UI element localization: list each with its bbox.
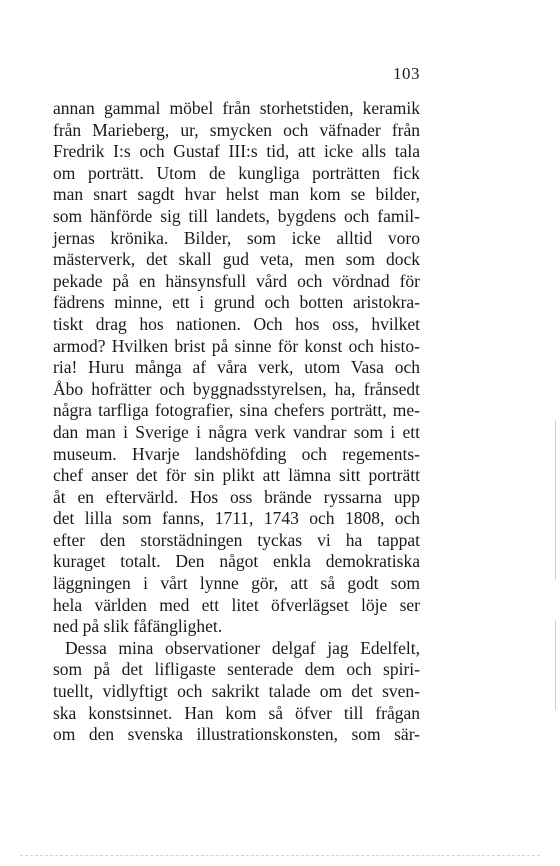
text-line: efter den storstädningen tyckas vi ha tappat — [53, 529, 420, 550]
text-line: som på det lifligaste senterade dem och spiri- — [53, 659, 420, 680]
text-line: kuraget totalt. Den något enkla demokratiska — [53, 551, 420, 572]
text-line: åt en eftervärld. Hos oss brände ryssarna upp — [53, 486, 420, 507]
text-line: om den svenska illustrationskonsten, som sär- — [53, 724, 420, 745]
text-line: läggningen i vårt lynne gör, att så godt som — [53, 573, 420, 594]
text-line: som hänförde sig till landets, bygdens och famil- — [53, 205, 420, 226]
text-line: om porträtt. Utom de kungliga porträtten fick — [53, 162, 420, 183]
text-line: fädrens minne, ett i grund och botten aristokra- — [53, 292, 420, 313]
text-line: några tarfliga fotografier, sina chefers porträtt, me- — [53, 400, 420, 421]
text-line: mästerverk, det skall gud veta, men som dock — [53, 249, 420, 270]
text-line: pekade på en hänsynsfull vård och vördnad för — [53, 270, 420, 291]
text-line: annan gammal möbel från storhetstiden, keramik — [53, 98, 420, 118]
body-text — [53, 98, 420, 746]
text-line: det lilla som fanns, 1711, 1743 och 1808, och — [53, 508, 420, 529]
text-line: museum. Hvarje landshöfding och regements- — [53, 443, 420, 464]
text-line: ria! Huru många af våra verk, utom Vasa och — [53, 357, 420, 378]
text-line: jernas krönika. Bilder, som icke alltid voro — [53, 227, 420, 248]
text-line: armod? Hvilken brist på sinne för konst och histo- — [53, 335, 420, 356]
text-line: ska konstsinnet. Han kom så öfver till frågan — [53, 702, 420, 723]
scan-edge-mark — [555, 620, 556, 710]
text-line: tuellt, vidlyftigt och sakrikt talade om det sven- — [53, 681, 420, 702]
text-line: dan man i Sverige i några verk vandrar som i ett — [53, 421, 420, 442]
scan-bottom-noise — [20, 855, 540, 857]
text-line: man snart sagdt hvar helst man kom se bilder, — [53, 184, 420, 205]
text-line: Åbo hofrätter och byggnadsstyrelsen, ha, frånsedt — [53, 378, 420, 399]
scan-edge-mark — [555, 420, 556, 580]
text-line: Fredrik I:s och Gustaf III:s tid, att icke alls tala — [53, 141, 420, 162]
paragraph-end-line: ned på slik fåfänglighet. — [53, 616, 223, 637]
text-line: chef anser det för sin plikt att lämna sitt porträtt — [53, 465, 420, 486]
text-line: hela världen med ett litet öfverlägset löje ser — [53, 594, 420, 615]
page-number: 103 — [393, 64, 420, 83]
paragraph-start-line: Dessa mina observationer delgaf jag Edelfelt, — [65, 637, 420, 658]
text-line: tiskt drag hos nationen. Och hos oss, hvilket — [53, 313, 420, 334]
text-line: från Marieberg, ur, smycken och väfnader från — [53, 119, 420, 140]
